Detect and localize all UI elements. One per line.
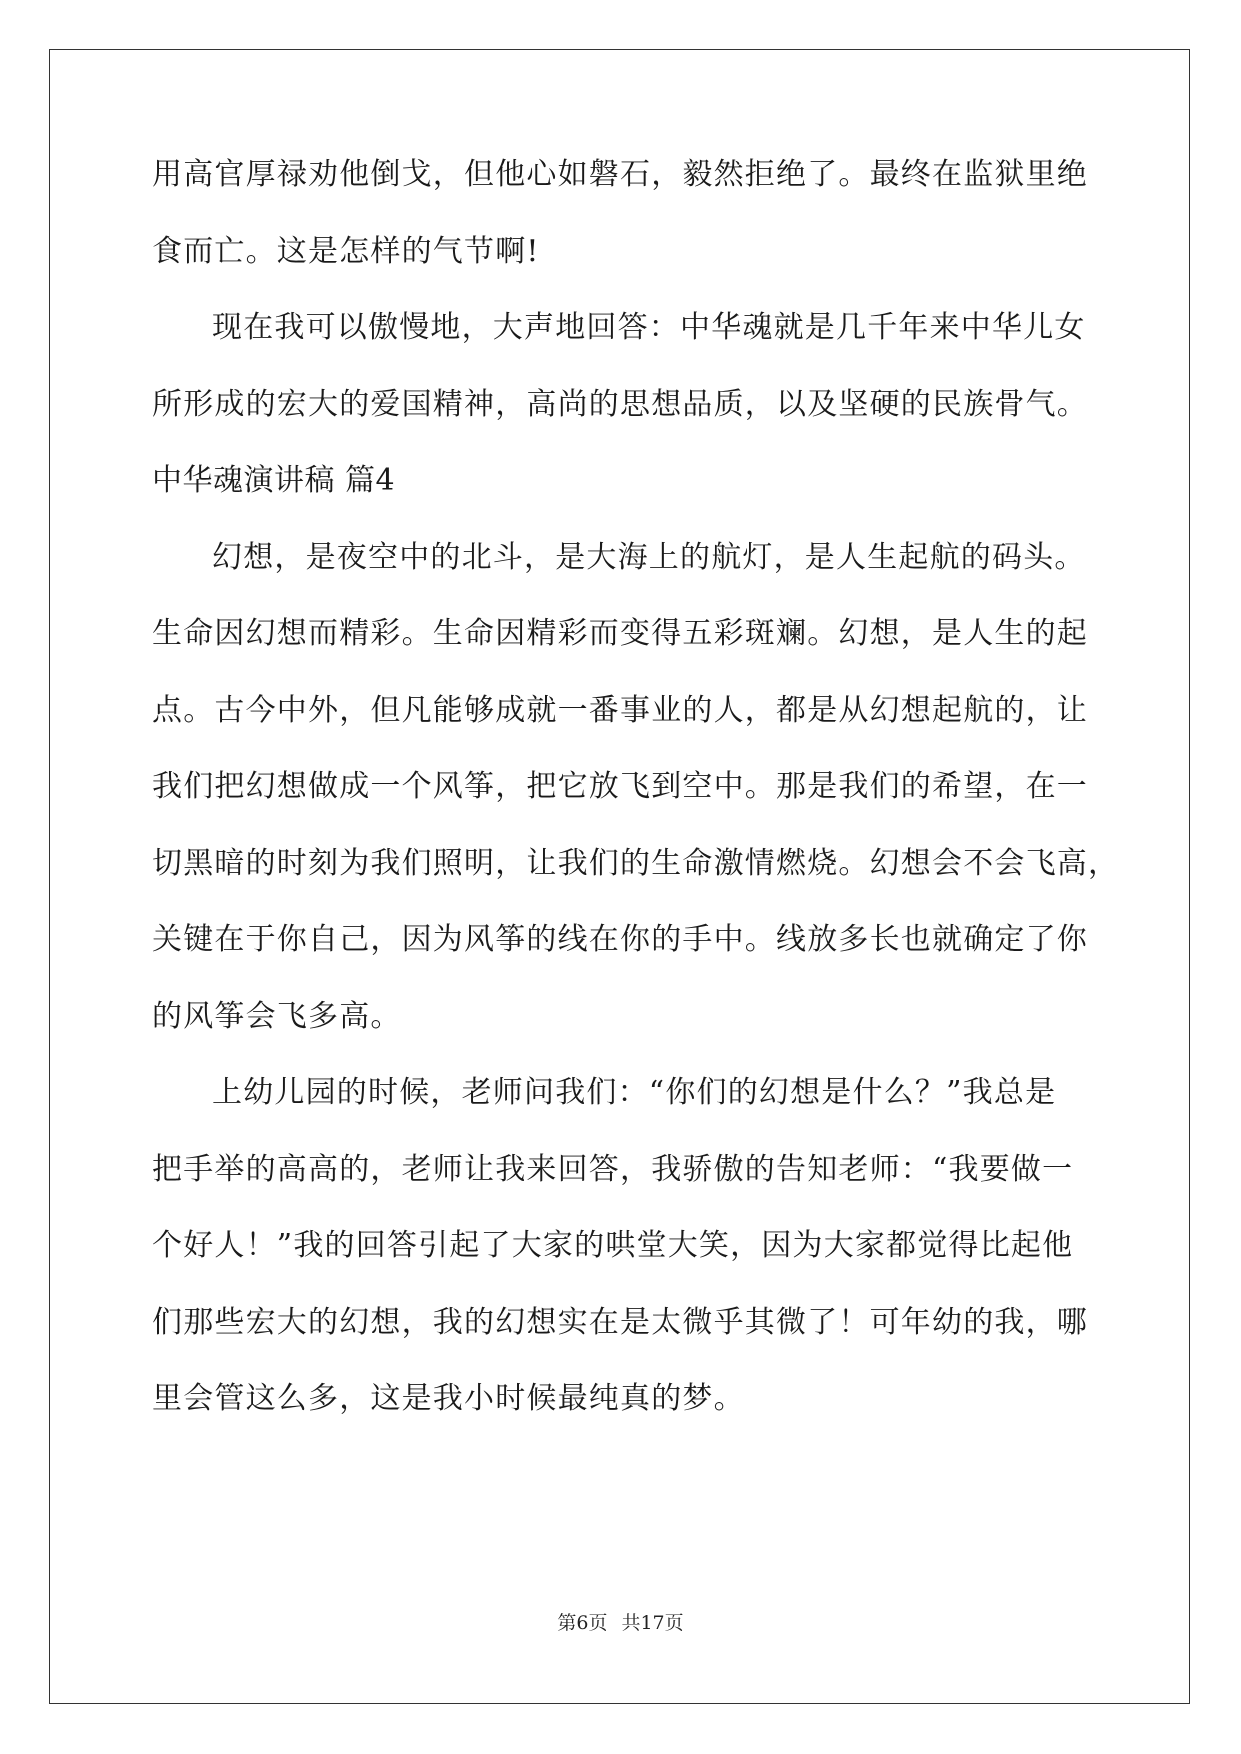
text-line: 切黑暗的时刻为我们照明，让我们的生命激情燃烧。幻想会不会飞高， xyxy=(152,845,1120,881)
text-line: 现在我可以傲慢地，大声地回答：中华魂就是几千年来中华儿女 xyxy=(212,310,1086,345)
text-line: 个好人！”我的回答引起了大家的哄堂大笑，因为大家都觉得比起他 xyxy=(152,1228,1074,1263)
text-line: 所形成的宏大的爱国精神，高尚的思想品质，以及坚硬的民族骨气。 xyxy=(152,386,1088,422)
page-number: 第6页 xyxy=(557,1612,608,1634)
document-body xyxy=(152,157,1120,1461)
text-line: 食而亡。这是怎样的气节啊! xyxy=(152,233,540,269)
text-line: 幻想，是夜空中的北斗，是大海上的航灯，是人生起航的码头。 xyxy=(212,539,1086,575)
text-line: 生命因幻想而精彩。生命因精彩而变得五彩斑斓。幻想，是人生的起 xyxy=(152,616,1088,651)
text-line: 们那些宏大的幻想，我的幻想实在是太微乎其微了！可年幼的我，哪 xyxy=(152,1304,1088,1340)
text-line: 把手举的高高的，老师让我来回答，我骄傲的告知老师：“我要做一 xyxy=(152,1151,1074,1187)
text-line: 上幼儿园的时候，老师问我们：“你们的幻想是什么？”我总是 xyxy=(212,1075,1057,1110)
text-line: 关键在于你自己，因为风筝的线在你的手中。线放多长也就确定了你 xyxy=(152,922,1088,957)
page-footer xyxy=(0,1612,1241,1634)
text-line: 点。古今中外，但凡能够成就一番事业的人，都是从幻想起航的，让 xyxy=(152,692,1088,728)
text-line: 我们把幻想做成一个风筝，把它放飞到空中。那是我们的希望，在一 xyxy=(152,769,1088,804)
page-total: 共17页 xyxy=(621,1612,684,1634)
text-line: 里会管这么多，这是我小时候最纯真的梦。 xyxy=(152,1381,745,1416)
section-heading: 中华魂演讲稿 篇4 xyxy=(152,463,396,498)
text-line: 的风筝会飞多高。 xyxy=(152,998,402,1034)
text-line: 用高官厚禄劝他倒戈，但他心如磐石，毅然拒绝了。最终在监狱里绝 xyxy=(152,157,1088,192)
